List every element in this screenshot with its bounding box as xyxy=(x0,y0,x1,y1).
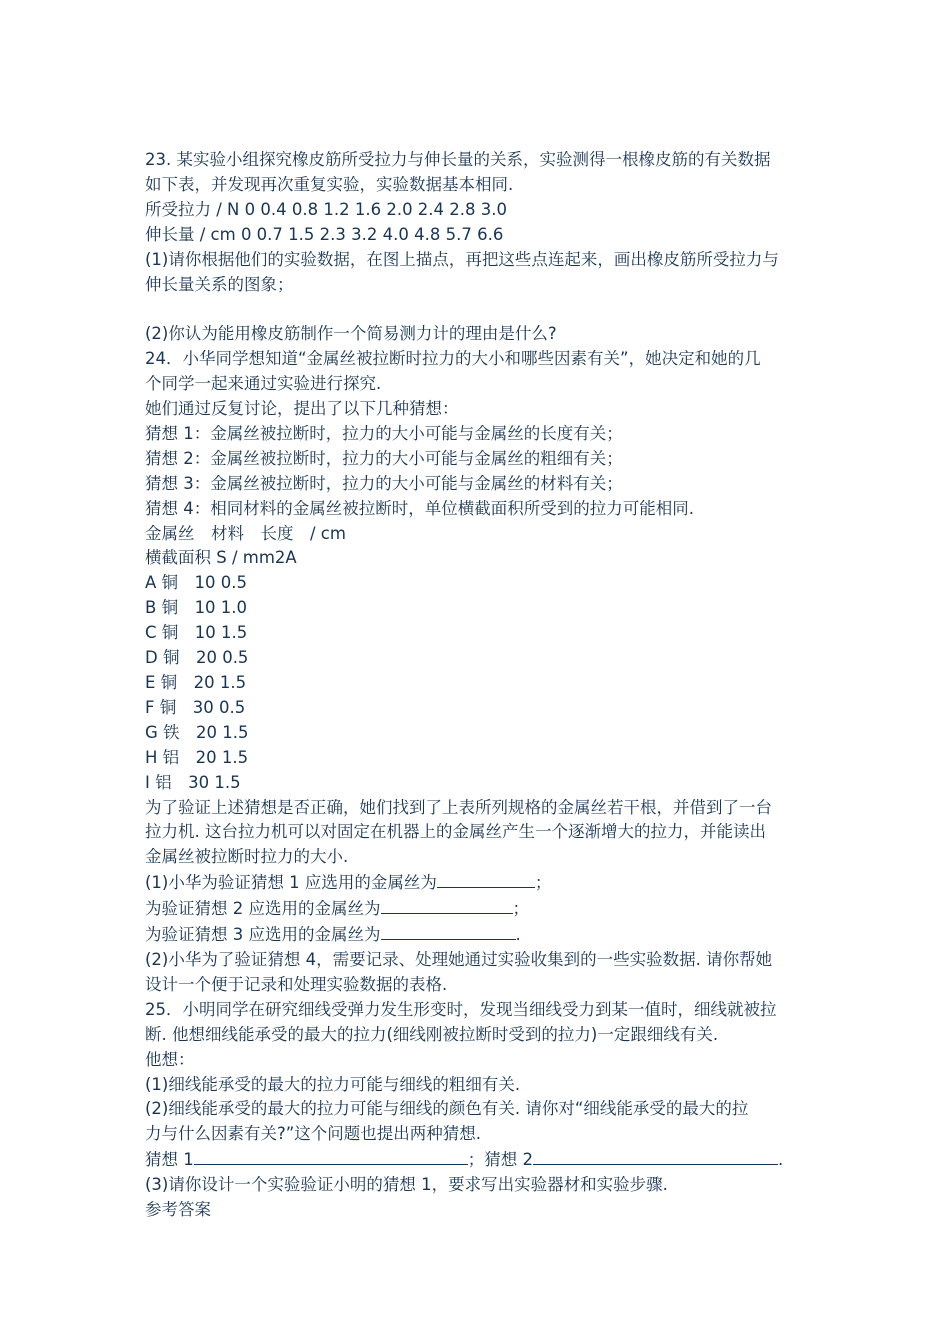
q25-line-1: 25．小明同学在研究细线受弹力发生形变时，发现当细线受力到某一值时，细线就被拉 xyxy=(145,999,777,1019)
q23-part2: (2)你认为能用橡皮筋制作一个简易测力计的理由是什么? xyxy=(145,324,557,344)
q24-line-3: 她们通过反复讨论，提出了以下几种猜想： xyxy=(145,399,459,419)
q25-part2-line-1: (2)细线能承受的最大的拉力可能与细线的颜色有关. 请你对“细线能承受的最大的拉 xyxy=(145,1099,749,1119)
q24-part1-a-end: ； xyxy=(534,873,552,893)
q24-part1-c-end: . xyxy=(515,925,521,945)
answer-blank[interactable] xyxy=(533,1147,778,1165)
answer-blank[interactable] xyxy=(381,896,513,914)
q24-part1-a-text: (1)小华为验证猜想 1 应选用的金属丝为 xyxy=(145,873,437,893)
document-page xyxy=(145,148,815,1223)
q24-line-1: 24．小华同学想知道“金属丝被拉断时拉力的大小和哪些因素有关”，她决定和她的几 xyxy=(145,349,761,369)
q24-part1-b-text: 为验证猜想 2 应选用的金属丝为 xyxy=(145,899,381,919)
q24-part1-c-text: 为验证猜想 3 应选用的金属丝为 xyxy=(145,925,381,945)
answer-blank[interactable] xyxy=(194,1147,468,1165)
q23-part1-line-1: (1)请你根据他们的实验数据，在图上描点，再把这些点连起来，画出橡皮筋所受拉力与 xyxy=(145,249,779,269)
q24-part1-b-end: ； xyxy=(512,899,529,919)
q25-part1: (1)细线能承受的最大的拉力可能与细线的粗细有关. xyxy=(145,1074,521,1094)
answer-heading: 参考答案 xyxy=(145,1200,211,1220)
q24-table-header-1: 金属丝 材料 长度 / cm xyxy=(145,523,346,543)
q25-guesses xyxy=(145,1147,815,1173)
q25-part3: (3)请你设计一个实验验证小明的猜想 1，要求写出实验器材和实验步骤. xyxy=(145,1175,668,1195)
q24-part1-b xyxy=(145,896,815,922)
q24-guess-1: 猜想 1：金属丝被拉断时，拉力的大小可能与金属丝的长度有关； xyxy=(145,423,623,443)
answer-blank[interactable] xyxy=(437,870,535,888)
q24-table-row: G 铁 20 1.5 xyxy=(145,722,249,742)
q24-table-row: H 铝 20 1.5 xyxy=(145,747,249,767)
q23-line-1: 23. 某实验小组探究橡皮筋所受拉力与伸长量的关系，实验测得一根橡皮筋的有关数据 xyxy=(145,150,771,169)
q24-table-row: I 铝 30 1.5 xyxy=(145,772,241,792)
q23-force-row: 所受拉力 / N 0 0.4 0.8 1.2 1.6 2.0 2.4 2.8 3.0 xyxy=(145,199,508,219)
q24-guess-3: 猜想 3：金属丝被拉断时，拉力的大小可能与金属丝的材料有关； xyxy=(145,473,623,493)
q23-line-2: 如下表，并发现再次重复实验，实验数据基本相同. xyxy=(145,174,514,194)
q25-line-3: 他想： xyxy=(145,1049,195,1069)
q23-part1-line-2: 伸长量关系的图象； xyxy=(145,274,294,294)
spacer xyxy=(145,297,815,322)
q24-table-header-2: 横截面积 S / mm2A xyxy=(145,548,297,568)
q25-guess-1-label: 猜想 1 xyxy=(145,1150,194,1170)
q25-guess-2-label: ；猜想 2 xyxy=(467,1150,533,1170)
q24-table-row: E 铜 20 1.5 xyxy=(145,673,247,693)
q24-guess-4: 猜想 4：相同材料的金属丝被拉断时，单位横截面积所受到的拉力可能相同. xyxy=(145,498,694,518)
q24-table-row: A 铜 10 0.5 xyxy=(145,573,248,593)
q24-para-2: 拉力机. 这台拉力机可以对固定在机器上的金属丝产生一个逐渐增大的拉力，并能读出 xyxy=(145,822,766,842)
q24-table-row: C 铜 10 1.5 xyxy=(145,623,248,643)
q24-table-row: D 铜 20 0.5 xyxy=(145,648,249,668)
q24-part2-line-1: (2)小华为了验证猜想 4，需要记录、处理她通过实验收集到的一些实验数据. 请你帮她 xyxy=(145,949,773,969)
q24-guess-2: 猜想 2：金属丝被拉断时，拉力的大小可能与金属丝的粗细有关； xyxy=(145,448,623,468)
q25-guess-end: . xyxy=(778,1150,784,1170)
q24-part1-c xyxy=(145,922,815,948)
q24-part1-a xyxy=(145,870,815,896)
q24-table-row: F 铜 30 0.5 xyxy=(145,697,246,717)
q25-part2-line-2: 力与什么因素有关?”这个问题也提出两种猜想. xyxy=(145,1124,482,1144)
answer-blank[interactable] xyxy=(381,922,516,940)
q24-part2-line-2: 设计一个便于记录和处理实验数据的表格. xyxy=(145,974,448,994)
q24-para-1: 为了验证上述猜想是否正确，她们找到了上表所列规格的金属丝若干根，并借到了一台 xyxy=(145,797,772,817)
q24-para-3: 金属丝被拉断时拉力的大小. xyxy=(145,847,349,867)
q24-table-row: B 铜 10 1.0 xyxy=(145,598,248,618)
q24-line-2: 个同学一起来通过实验进行探究. xyxy=(145,374,382,394)
q25-line-2: 断. 他想细线能承受的最大的拉力(细线刚被拉断时受到的拉力)一定跟细线有关. xyxy=(145,1024,719,1044)
q23-extension-row: 伸长量 / cm 0 0.7 1.5 2.3 3.2 4.0 4.8 5.7 6.6 xyxy=(145,224,504,244)
